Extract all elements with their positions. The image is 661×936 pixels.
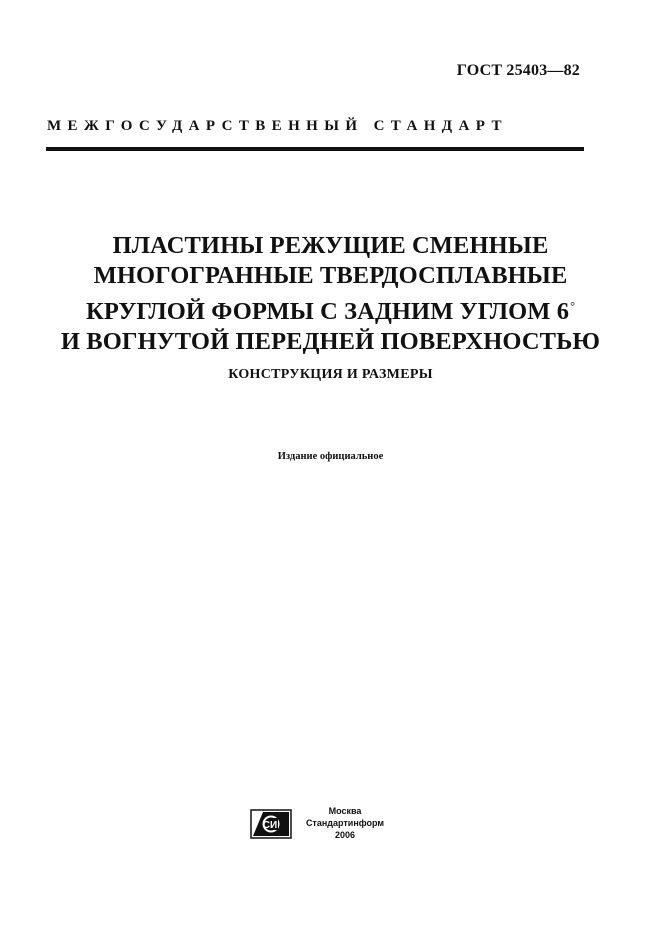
header-divider xyxy=(46,147,584,151)
gost-number: ГОСТ 25403—82 xyxy=(456,62,580,79)
title-line-3 xyxy=(0,291,661,327)
degree-sign: ° xyxy=(570,299,575,313)
publisher-name: Стандартинформ xyxy=(305,818,385,828)
publisher-city: Москва xyxy=(328,806,362,816)
document-subtitle: КОНСТРУКЦИЯ И РАЗМЕРЫ xyxy=(228,367,433,382)
title-line-3-text: КРУГЛОЙ ФОРМЫ С ЗАДНИМ УГЛОМ 6 xyxy=(86,298,570,325)
title-line-1: ПЛАСТИНЫ РЕЖУЩИЕ СМЕННЫЕ xyxy=(112,232,549,259)
standard-type-heading: МЕЖГОСУДАРСТВЕННЫЙ СТАНДАРТ xyxy=(47,118,508,134)
title-line-4: И ВОГНУТОЙ ПЕРЕДНЕЙ ПОВЕРХНОСТЬЮ xyxy=(60,328,601,355)
standartinform-logo-icon xyxy=(250,809,292,839)
edition-note: Издание официальное xyxy=(277,451,384,462)
document-title xyxy=(0,231,661,357)
publication-year: 2006 xyxy=(334,830,356,840)
logo-text: СИ xyxy=(262,820,278,831)
title-line-2: МНОГОГРАННЫЕ ТВЕРДОСПЛАВНЫЕ xyxy=(93,262,568,289)
publisher-info xyxy=(300,805,390,841)
